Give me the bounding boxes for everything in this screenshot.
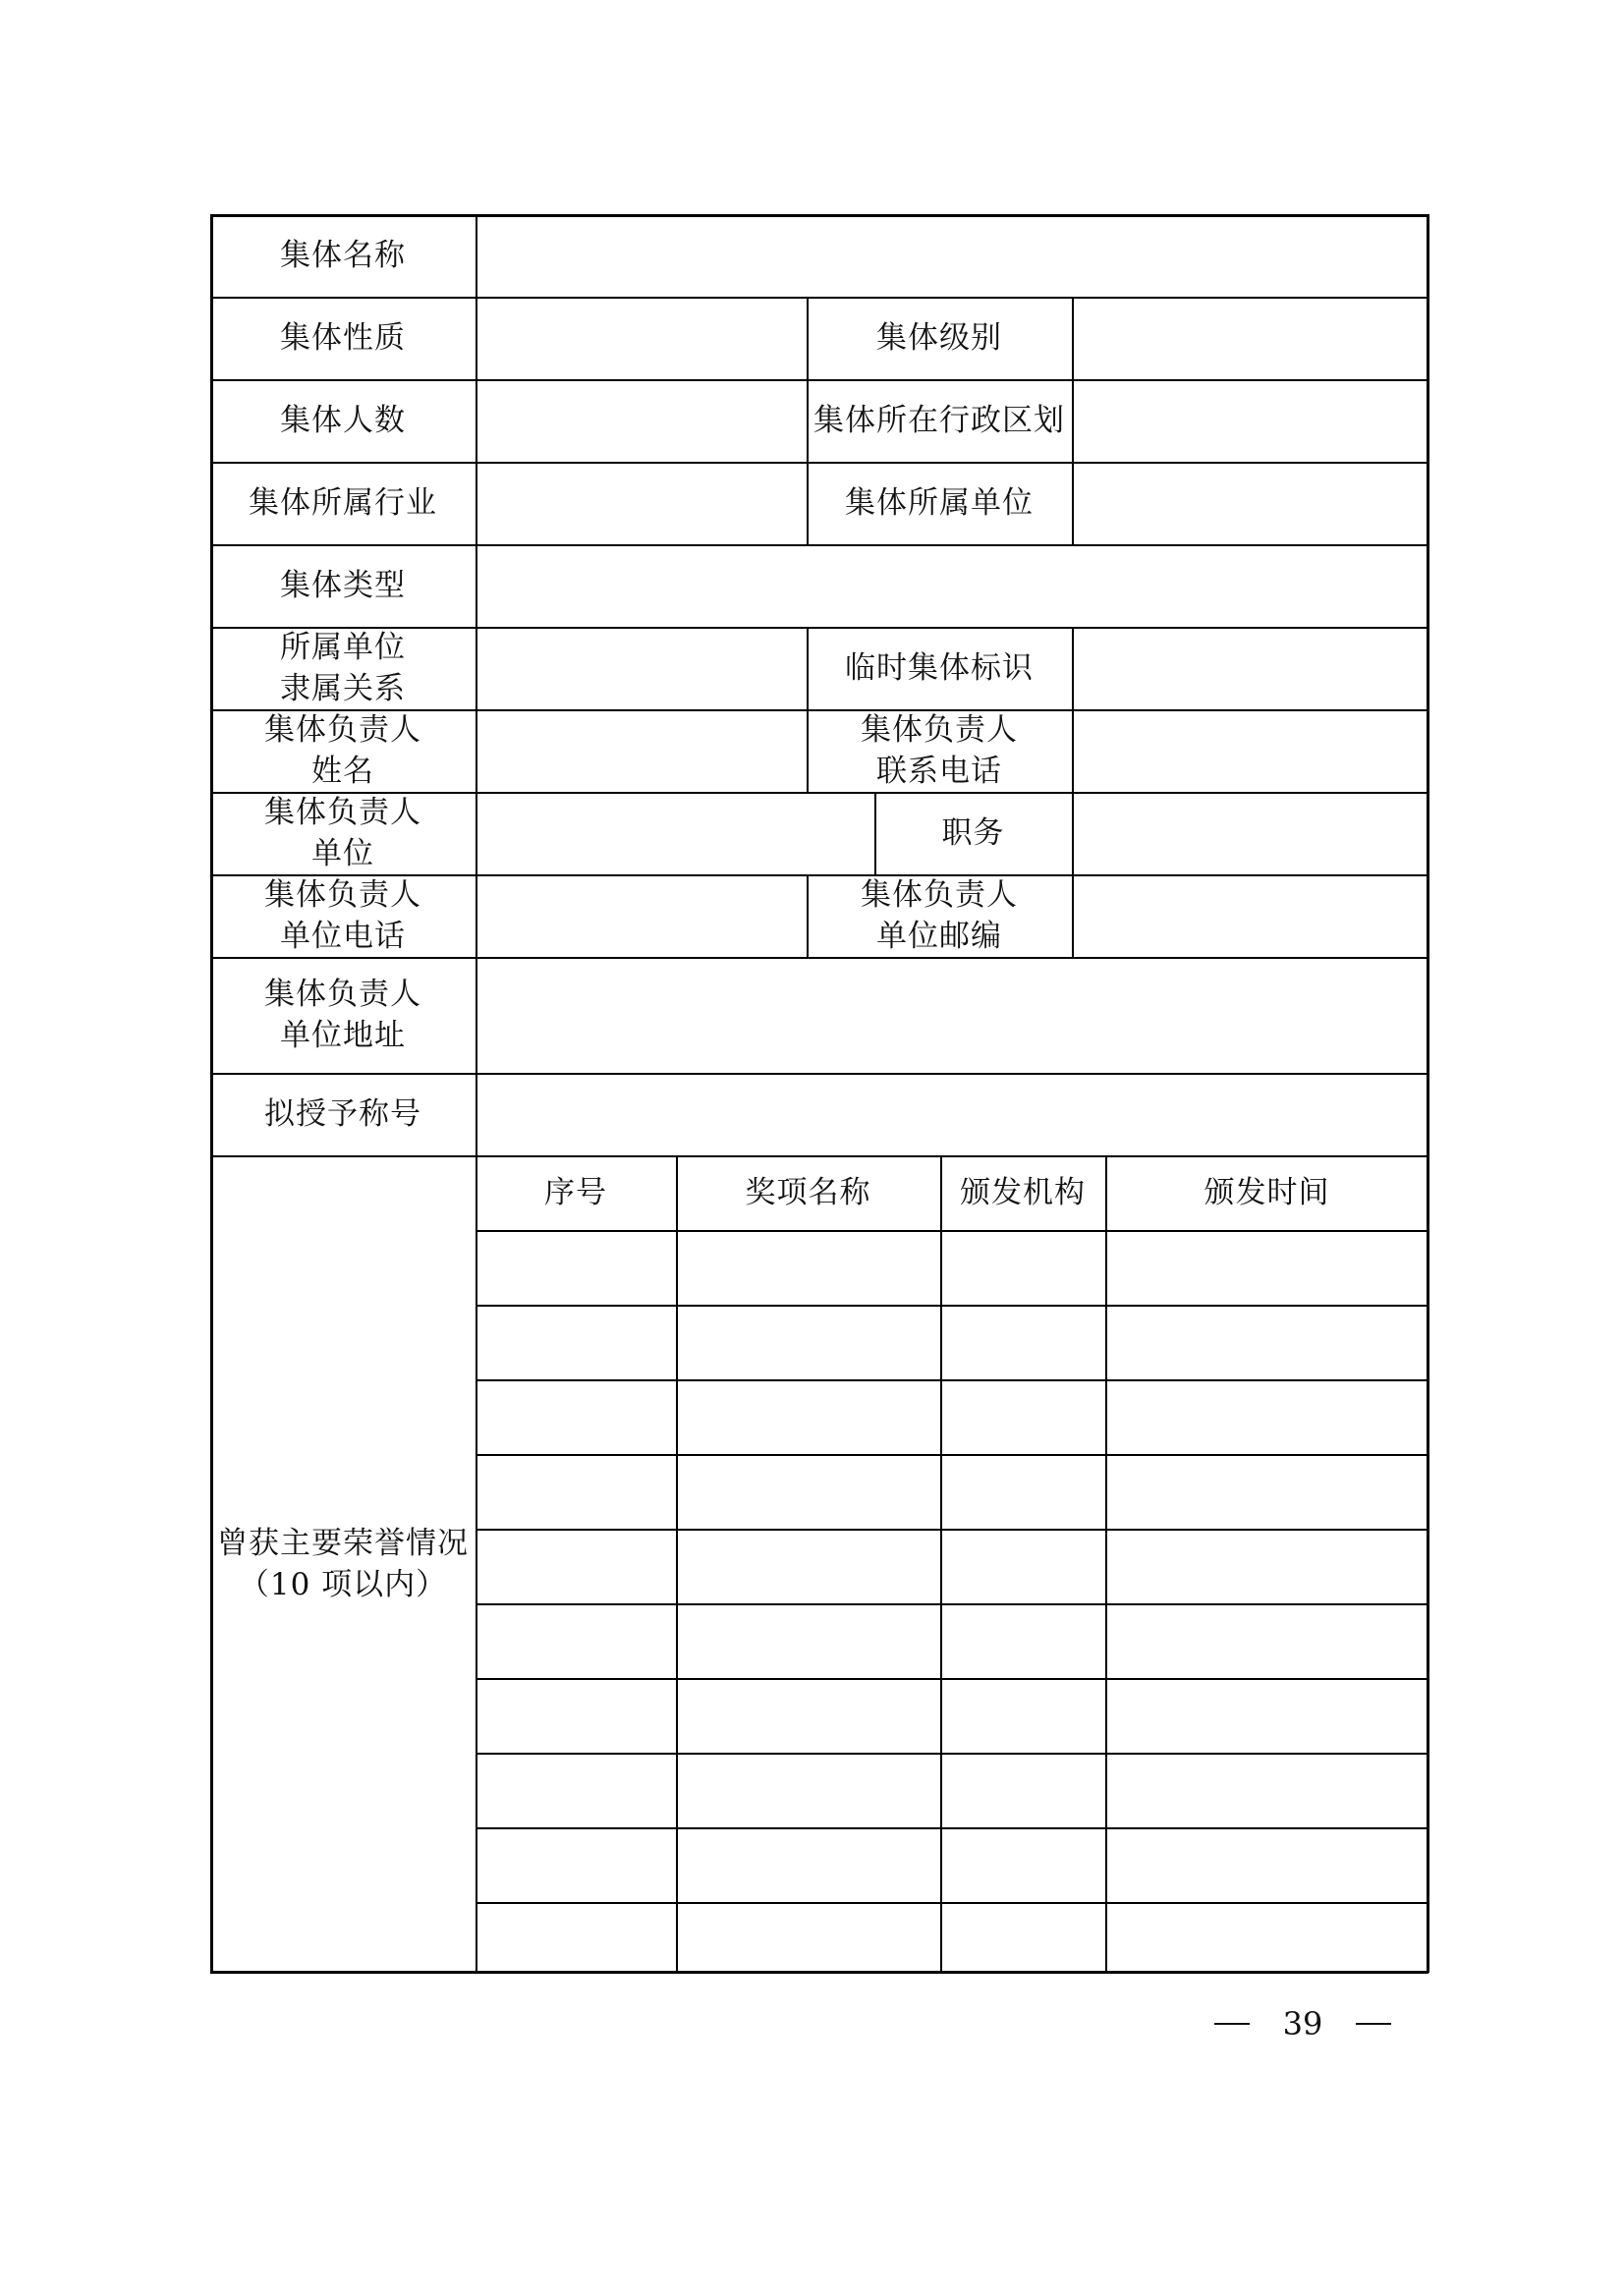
row-label: 所属单位 隶属关系 [280,630,406,706]
honors-cell[interactable] [940,1827,1105,1902]
honors-cell[interactable] [1105,1529,1428,1603]
honors-cell[interactable] [1105,1230,1428,1305]
row-label: 集体人数 [280,403,406,438]
honors-cell[interactable] [476,1529,676,1603]
row-input[interactable] [476,1073,1428,1155]
honors-cell[interactable] [676,1305,940,1379]
row-input[interactable] [476,297,807,379]
mid-label: 职务 [941,815,1005,851]
row-input-right[interactable] [1072,792,1428,874]
honors-cell[interactable] [476,1678,676,1753]
honors-cell[interactable] [1105,1379,1428,1454]
honors-cell[interactable] [676,1454,940,1529]
honors-cell[interactable] [476,1603,676,1678]
honors-cell[interactable] [1105,1305,1428,1379]
row-input-right[interactable] [1072,297,1428,379]
honors-cell[interactable] [940,1454,1105,1529]
mid-label: 临时集体标识 [845,650,1034,686]
row-input[interactable] [476,214,1428,297]
honors-cell[interactable] [676,1902,940,1973]
page-number [1214,2004,1391,2043]
honors-cell[interactable] [476,1379,676,1454]
row-input-right[interactable] [1072,462,1428,544]
mid-label: 集体所在行政区划 [813,403,1065,438]
mid-label: 集体级别 [876,320,1002,356]
row-input[interactable] [476,709,807,792]
row-input[interactable] [476,874,807,957]
row-input-right[interactable] [1072,379,1428,462]
row-label: 集体性质 [280,320,406,356]
row-label: 集体负责人 单位 [264,795,421,871]
honors-cell[interactable] [1105,1603,1428,1678]
row-input-right[interactable] [1072,709,1428,792]
honors-cell[interactable] [940,1230,1105,1305]
row-label: 拟授予称号 [264,1096,421,1132]
honors-cell[interactable] [476,1305,676,1379]
honors-column-header: 颁发时间 [1204,1175,1330,1210]
row-label: 集体所属行业 [249,485,437,521]
honors-cell[interactable] [676,1379,940,1454]
honors-cell[interactable] [476,1753,676,1827]
honors-cell[interactable] [676,1753,940,1827]
honors-cell[interactable] [940,1753,1105,1827]
collective-info-form [210,214,1428,1973]
dash-left [1214,2023,1250,2025]
honors-cell[interactable] [940,1305,1105,1379]
honors-cell[interactable] [940,1678,1105,1753]
row-input[interactable] [476,379,807,462]
honors-cell[interactable] [1105,1902,1428,1973]
honors-cell[interactable] [676,1827,940,1902]
honors-cell[interactable] [676,1603,940,1678]
row-input[interactable] [476,792,874,874]
honors-cell[interactable] [676,1230,940,1305]
honors-cell[interactable] [476,1827,676,1902]
honors-cell[interactable] [476,1454,676,1529]
mid-label: 集体负责人 联系电话 [861,712,1018,789]
row-label: 集体负责人 单位电话 [264,877,421,954]
row-input[interactable] [476,544,1428,627]
row-input-right[interactable] [1072,627,1428,709]
mid-label: 集体负责人 单位邮编 [861,877,1018,954]
honors-cell[interactable] [1105,1827,1428,1902]
mid-label: 集体所属单位 [845,485,1034,521]
honors-cell[interactable] [940,1379,1105,1454]
honors-cell[interactable] [1105,1678,1428,1753]
honors-column-header: 颁发机构 [960,1175,1086,1210]
honors-column-header: 奖项名称 [745,1175,871,1210]
row-input[interactable] [476,462,807,544]
honors-cell[interactable] [1105,1753,1428,1827]
honors-cell[interactable] [940,1529,1105,1603]
honors-cell[interactable] [1105,1454,1428,1529]
row-label: 集体负责人 姓名 [264,712,421,789]
honors-cell[interactable] [676,1529,940,1603]
honors-cell[interactable] [476,1902,676,1973]
honors-cell[interactable] [476,1230,676,1305]
row-input[interactable] [476,957,1428,1073]
row-label: 集体名称 [280,238,406,273]
row-input[interactable] [476,627,807,709]
row-input-right[interactable] [1072,874,1428,957]
row-label: 集体类型 [280,568,406,603]
honors-cell[interactable] [940,1603,1105,1678]
row-label: 集体负责人 单位地址 [264,977,421,1053]
page-number-text: 39 [1282,2005,1323,2043]
dash-right [1356,2023,1391,2025]
honors-cell[interactable] [940,1902,1105,1973]
honors-label: 曾获主要荣誉情况 （10 项以内） [217,1526,469,1602]
honors-cell[interactable] [676,1678,940,1753]
honors-column-header: 序号 [544,1175,607,1210]
